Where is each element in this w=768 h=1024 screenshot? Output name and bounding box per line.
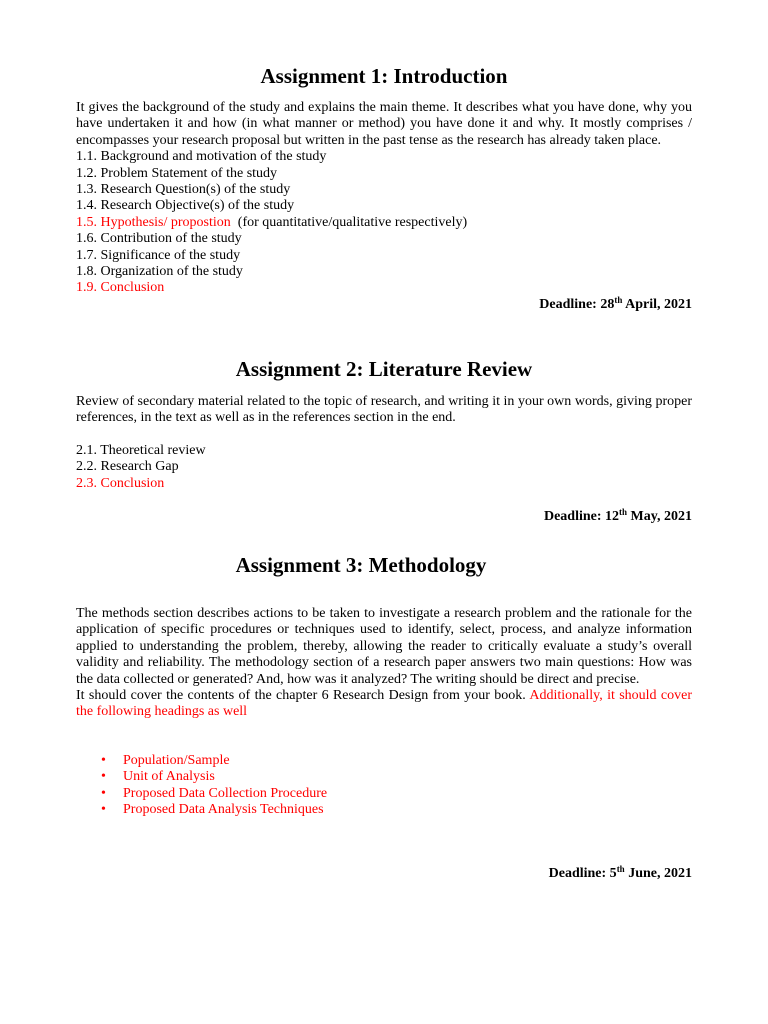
assignment-1-body: It gives the background of the study and explains the main theme. It describes what you have done, why you have undertaken it and how (in what manner or method) you have done it and why. It mostly comprises / encompasses your research proposal but written in the past tense as the research has already taken place. [76, 100, 692, 148]
assignment-3-body: The methods section describes actions to be taken to investigate a research problem and the rationale for the application of specific procedures or techniques used to identify, select, process, and analyze information applied to understanding the problem, thereby, allowing the reader to critically evaluate a study’s overall validity and reliability. The methodology section of a research paper answers two main questions: How was the data collected or generated? And, how was it analyzed? The writing should be direct and precise. [76, 606, 692, 687]
list-item: 2.2. Research Gap [76, 459, 179, 475]
list-item [76, 786, 692, 802]
assignment-2-body: Review of secondary material related to the topic of research, and writing it in your own words, giving proper references, in the text as well as in the references section in the end. [76, 394, 692, 426]
list-item-conclusion: 2.3. Conclusion [76, 475, 165, 491]
assignment-3-bullets-wrap [76, 753, 692, 819]
assignment-2-section [76, 357, 692, 381]
list-item: 2.1. Theoretical review [76, 443, 206, 458]
assignment-1-content [76, 100, 692, 313]
bullet-text: Proposed Data Collection Procedure [123, 785, 328, 801]
bullet-icon: • [101, 802, 106, 818]
assignment-1-deadline [76, 294, 692, 313]
list-item: 1.7. Significance of the study [76, 247, 241, 263]
list-item: 1.2. Problem Statement of the study [76, 165, 278, 181]
assignment-1-list [76, 149, 692, 297]
list-item-note: (for quantitative/qualitative respectively) [230, 214, 468, 230]
bullet-text: Population/Sample [123, 753, 230, 768]
list-item-highlight: 1.5. Hypothesis/ propostion [76, 214, 231, 230]
assignment-1-title: Assignment 1: Introduction [260, 64, 508, 88]
list-item: 1.4. Research Objective(s) of the study [76, 198, 295, 214]
assignment-3-content [76, 606, 692, 721]
list-item [76, 753, 692, 769]
assignment-3-deadline [76, 866, 692, 882]
assignment-3-section [76, 553, 646, 577]
assignment-1-section [76, 64, 692, 88]
deadline-text: Deadline: 5 [548, 866, 617, 881]
assignment-3-deadline-wrap [76, 866, 692, 882]
list-item: 1.1. Background and motivation of the study [76, 149, 327, 165]
bullet-icon: • [101, 769, 106, 785]
assignment-2-deadline [76, 509, 692, 525]
list-item [76, 802, 692, 818]
bullet-text: Proposed Data Analysis Techniques [123, 802, 324, 818]
list-item [76, 769, 692, 785]
bullet-icon: • [101, 753, 106, 768]
assignment-3-bullets [76, 753, 692, 819]
bullet-icon: • [101, 785, 106, 801]
deadline-ordinal: th [614, 294, 623, 305]
deadline-date: April, 2021 [622, 296, 692, 312]
body-text: It should cover the contents of the chapter 6 Research Design from your book. [76, 688, 526, 704]
deadline-text: Deadline: 12 [543, 509, 620, 524]
list-item-conclusion: 1.9. Conclusion [76, 280, 165, 296]
assignment-3-title: Assignment 3: Methodology [235, 553, 487, 577]
deadline-text: Deadline: 28 [539, 296, 615, 312]
list-item [76, 215, 692, 231]
deadline-date: May, 2021 [627, 509, 692, 524]
assignment-3-body-2 [76, 688, 692, 721]
assignment-2-list-wrap [76, 443, 692, 492]
deadline-ordinal: th [616, 864, 625, 874]
assignment-2-content [76, 394, 692, 427]
bullet-text: Unit of Analysis [123, 769, 215, 785]
deadline-ordinal: th [619, 507, 628, 517]
deadline-date: June, 2021 [624, 866, 692, 881]
list-item: 1.6. Contribution of the study [76, 231, 242, 247]
list-item: 1.3. Research Question(s) of the study [76, 182, 291, 198]
assignment-2-list [76, 443, 692, 492]
assignment-2-deadline-wrap [76, 509, 692, 525]
assignment-2-title: Assignment 2: Literature Review [235, 357, 533, 381]
body-highlight: Additionally, it should cover the following headings as well [76, 688, 692, 720]
list-item: 1.8. Organization of the study [76, 264, 243, 280]
